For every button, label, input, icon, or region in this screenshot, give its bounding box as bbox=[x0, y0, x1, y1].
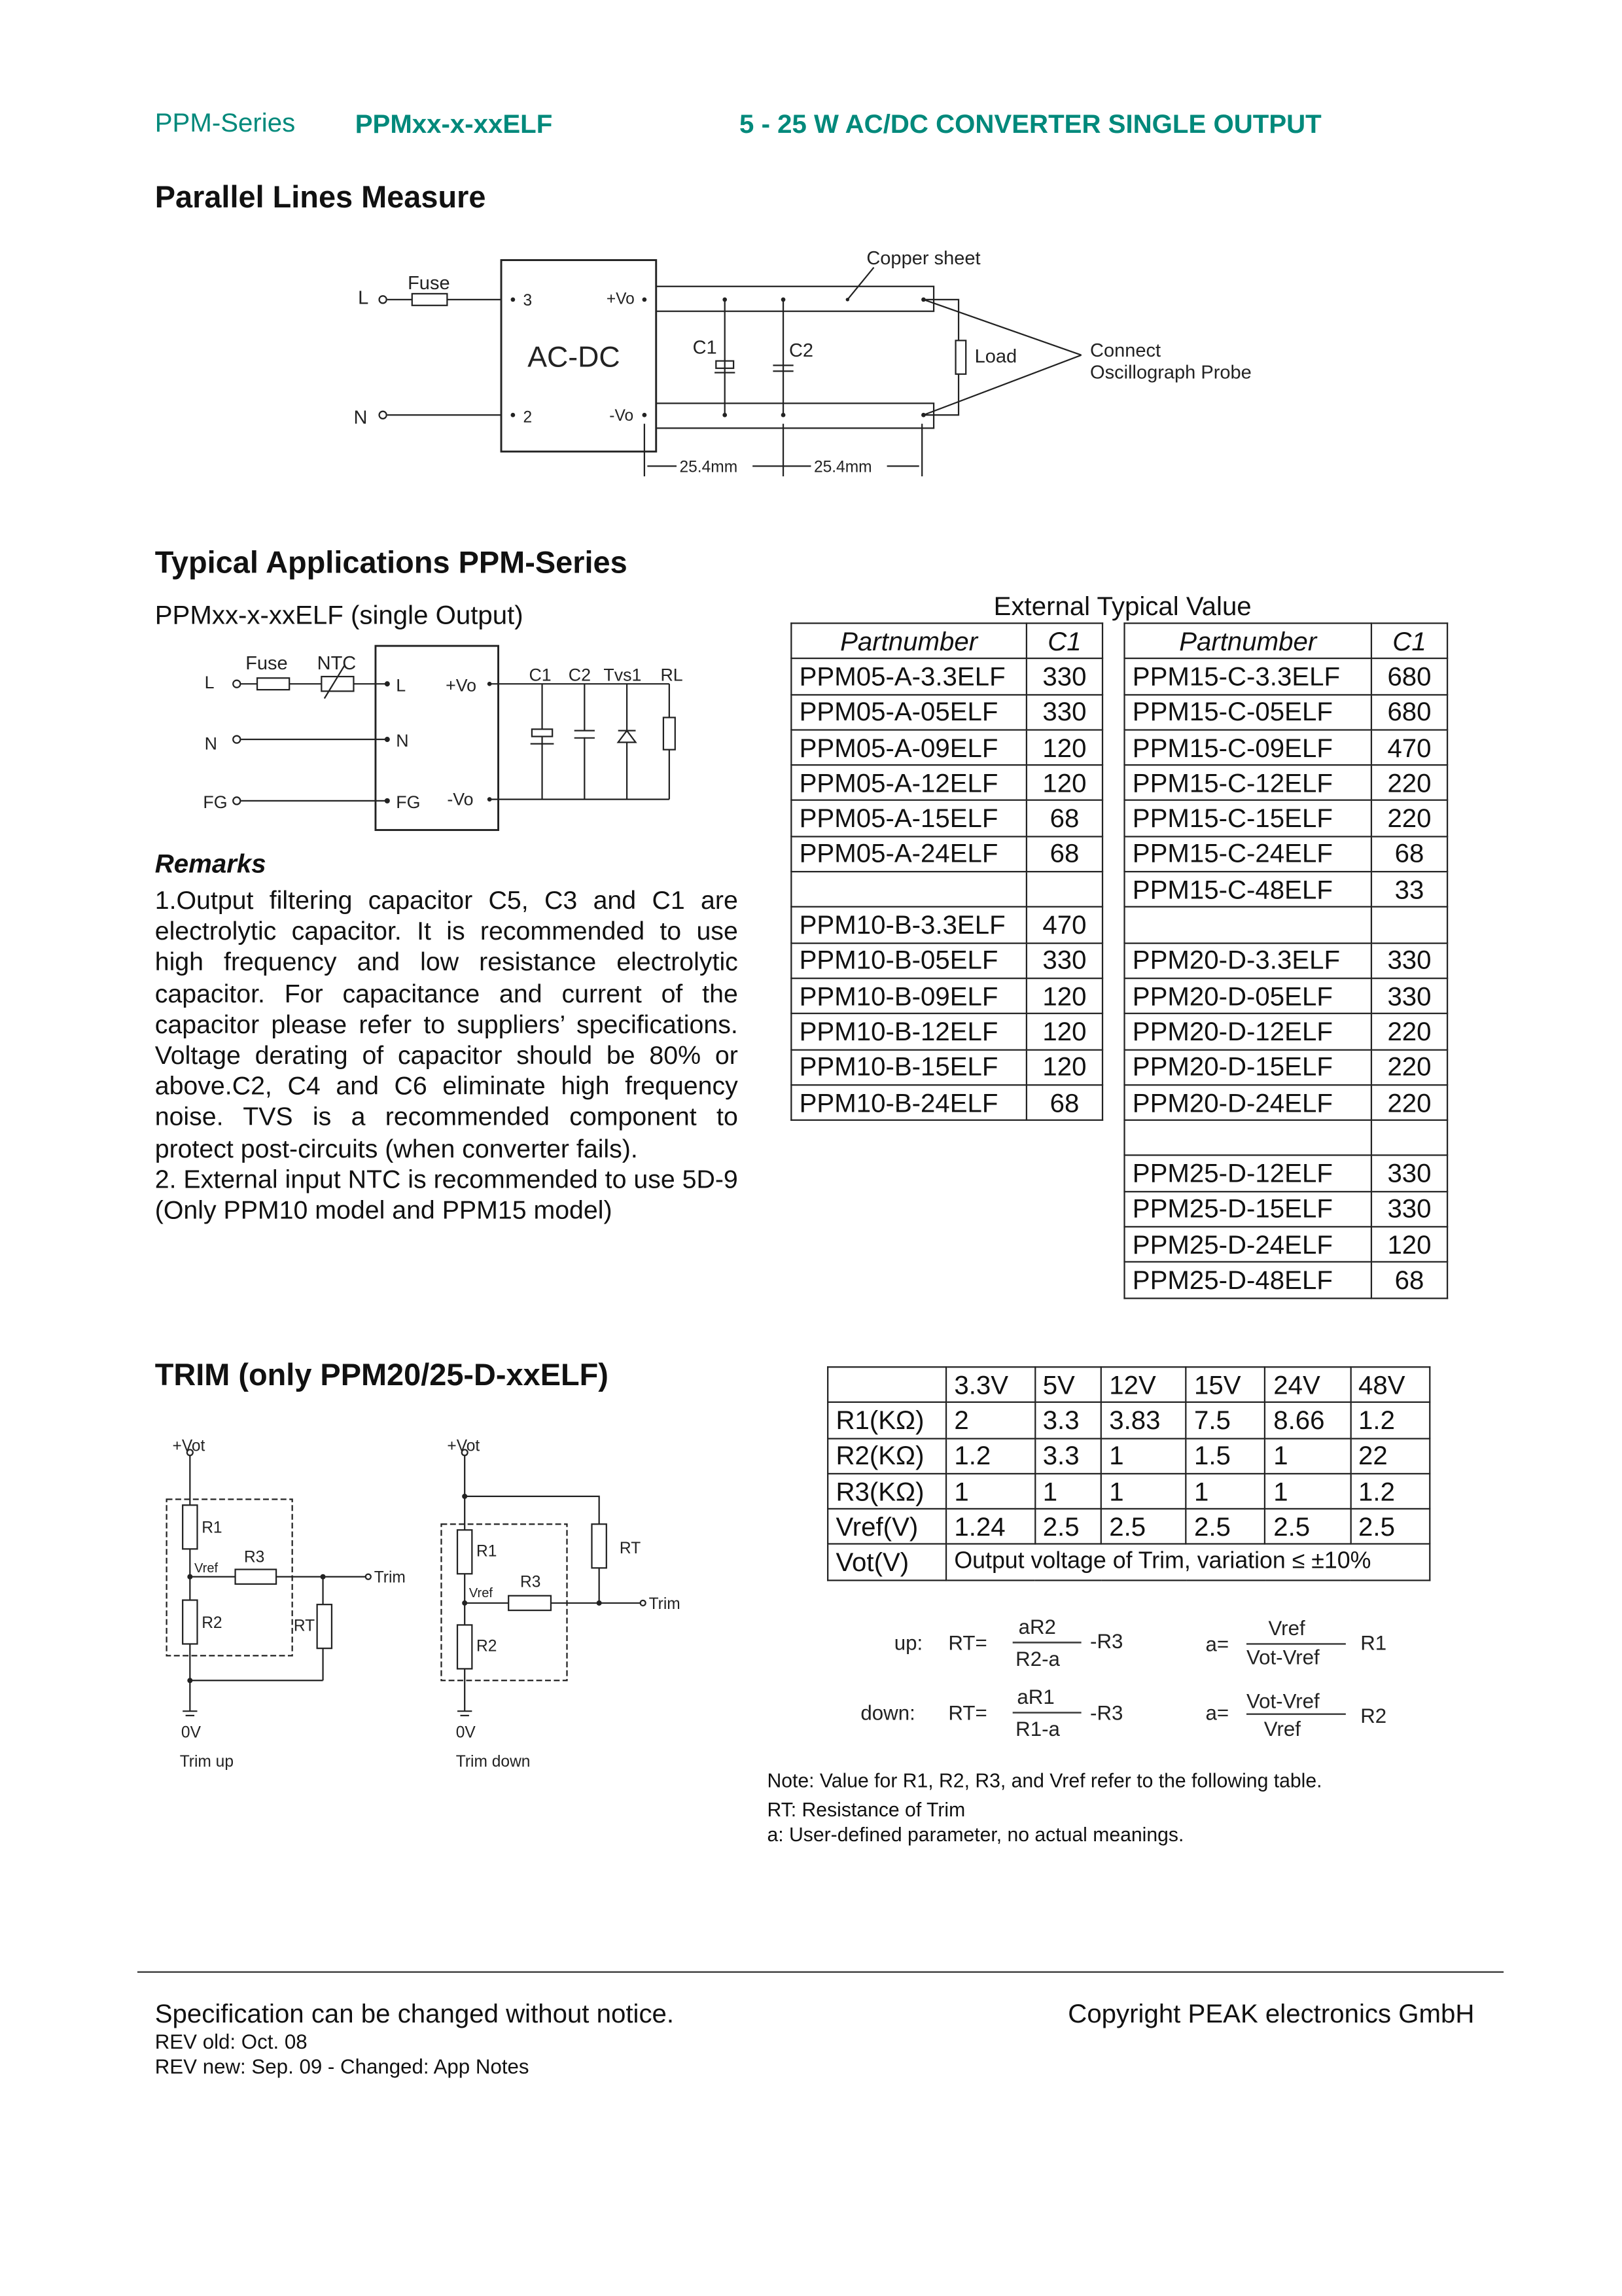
col-header: 24V bbox=[1265, 1367, 1350, 1402]
label-ntc: NTC bbox=[317, 652, 357, 674]
cell-value: 8.66 bbox=[1265, 1403, 1350, 1438]
label-N: N bbox=[353, 407, 368, 429]
col-partnumber: Partnumber bbox=[791, 624, 1027, 659]
partnumber: PPM25-D-24ELF bbox=[1125, 1227, 1371, 1262]
formula-down-den: R1-a bbox=[1015, 1718, 1060, 1741]
formula-down-label: down: bbox=[860, 1701, 915, 1725]
formula-minus-r3: -R3 bbox=[1090, 1630, 1123, 1653]
cell-value: 2.5 bbox=[1265, 1509, 1350, 1544]
label-pin3: 3 bbox=[523, 291, 533, 309]
trim-heading: TRIM (only PPM20/25-D-xxELF) bbox=[154, 1358, 608, 1393]
partnumber: PPM10-B-09ELF bbox=[791, 978, 1027, 1014]
partnumber: PPM05-A-12ELF bbox=[791, 766, 1027, 801]
table-row bbox=[791, 908, 1102, 943]
footer-divider bbox=[137, 1971, 1504, 1973]
cell-value: 1.2 bbox=[1350, 1474, 1430, 1509]
c1-value: 330 bbox=[1027, 943, 1102, 978]
table-row bbox=[791, 730, 1102, 765]
cell-value: 3.3 bbox=[1034, 1403, 1101, 1438]
table-row bbox=[828, 1438, 1430, 1474]
c1-value: 120 bbox=[1027, 978, 1102, 1014]
label-L: L bbox=[358, 287, 369, 309]
partnumber: PPM15-C-09ELF bbox=[1125, 730, 1371, 765]
table-row bbox=[1125, 1050, 1448, 1085]
trim-note-1: Note: Value for R1, R2, R3, and Vref refer to the following table. bbox=[767, 1769, 1322, 1792]
label-pin-L: L bbox=[396, 675, 406, 696]
label-dim1: 25.4mm bbox=[679, 458, 738, 476]
partnumber: PPM10-B-15ELF bbox=[791, 1050, 1027, 1085]
col-header: 48V bbox=[1350, 1367, 1430, 1402]
table-row bbox=[791, 1085, 1102, 1120]
formula-a-down-num: Vot-Vref bbox=[1246, 1689, 1320, 1713]
partnumber: PPM20-D-05ELF bbox=[1125, 978, 1371, 1014]
formula-up-num: aR2 bbox=[1018, 1615, 1056, 1638]
label-fuse: Fuse bbox=[245, 652, 288, 674]
formula-a-up-den: Vot-Vref bbox=[1246, 1646, 1320, 1669]
table-row bbox=[1125, 1192, 1448, 1227]
label-rt: RT bbox=[619, 1539, 641, 1557]
table-row bbox=[1125, 872, 1448, 907]
c1-value: 120 bbox=[1027, 1050, 1102, 1085]
label-r3: R3 bbox=[243, 1548, 265, 1566]
c1-value: 33 bbox=[1371, 872, 1447, 907]
formula-rt: RT= bbox=[948, 1631, 987, 1655]
partnumber: PPM25-D-15ELF bbox=[1125, 1192, 1371, 1227]
table-row bbox=[1125, 1085, 1448, 1120]
partnumber bbox=[1125, 908, 1371, 943]
caption-trim-down: Trim down bbox=[455, 1753, 531, 1771]
table-row bbox=[1125, 1227, 1448, 1262]
label-pin2: 2 bbox=[523, 408, 533, 427]
footer-rev-new: REV new: Sep. 09 - Changed: App Notes bbox=[154, 2055, 529, 2078]
table-row bbox=[1125, 943, 1448, 978]
trim-formulas bbox=[819, 1600, 1432, 1761]
label-rl: RL bbox=[660, 665, 683, 685]
partnumber bbox=[1125, 1120, 1371, 1156]
cell-value: 1 bbox=[1265, 1438, 1350, 1474]
partnumber: PPM05-A-05ELF bbox=[791, 694, 1027, 730]
label-c2: C2 bbox=[788, 340, 814, 361]
row-label: R1(KΩ) bbox=[828, 1403, 946, 1438]
table-row bbox=[791, 694, 1102, 730]
partnumber: PPM10-B-05ELF bbox=[791, 943, 1027, 978]
table-row bbox=[791, 836, 1102, 872]
col-header: 5V bbox=[1034, 1367, 1101, 1402]
cell-value: 22 bbox=[1350, 1438, 1430, 1474]
label-vo-minus: -Vo bbox=[609, 407, 634, 425]
c1-value: 330 bbox=[1371, 978, 1447, 1014]
label-r3: R3 bbox=[520, 1573, 541, 1591]
col-header: 3.3V bbox=[946, 1367, 1034, 1402]
row-label: Vot(V) bbox=[828, 1545, 946, 1580]
label-fuse: Fuse bbox=[408, 273, 450, 294]
c1-value: 330 bbox=[1371, 943, 1447, 978]
cell-value: 2.5 bbox=[1186, 1509, 1265, 1544]
typical-heading: Typical Applications PPM-Series bbox=[154, 546, 627, 580]
cell-value: 1.24 bbox=[946, 1509, 1034, 1544]
formula-a-down-den: Vref bbox=[1263, 1718, 1301, 1741]
label-copper: Copper sheet bbox=[866, 248, 981, 270]
table-row bbox=[828, 1403, 1430, 1438]
label-r2: R2 bbox=[202, 1614, 222, 1632]
cell-value: 2.5 bbox=[1101, 1509, 1186, 1544]
label-vref: Vref bbox=[194, 1561, 219, 1576]
table-row bbox=[1125, 978, 1448, 1014]
c1-value: 330 bbox=[1027, 694, 1102, 730]
cell-value: 1.2 bbox=[1350, 1403, 1430, 1438]
c1-value: 68 bbox=[1027, 801, 1102, 836]
label-c1: C1 bbox=[692, 337, 717, 359]
c1-value: 68 bbox=[1371, 836, 1447, 872]
partnumber: PPM15-C-48ELF bbox=[1125, 872, 1371, 907]
label-c1: C1 bbox=[529, 665, 552, 685]
label-c2: C2 bbox=[568, 665, 591, 685]
partnumber: PPM15-C-15ELF bbox=[1125, 801, 1371, 836]
c1-value: 220 bbox=[1371, 1085, 1447, 1120]
label-trim: Trim bbox=[648, 1595, 680, 1613]
formula-down-num: aR1 bbox=[1017, 1686, 1055, 1709]
vot-description: Output voltage of Trim, variation ≤ ±10% bbox=[946, 1545, 1430, 1580]
formula-a-down-r: R2 bbox=[1360, 1704, 1387, 1728]
label-probe2: Oscillograph Probe bbox=[1090, 362, 1252, 383]
row-label: R2(KΩ) bbox=[828, 1438, 946, 1474]
table-row bbox=[791, 872, 1102, 907]
cell-value: 2.5 bbox=[1034, 1509, 1101, 1544]
cell-value: 3.3 bbox=[1034, 1438, 1101, 1474]
ext-table-left bbox=[790, 622, 1103, 1121]
header-title: 5 - 25 W AC/DC CONVERTER SINGLE OUTPUT bbox=[739, 109, 1322, 139]
c1-value: 330 bbox=[1027, 659, 1102, 694]
label-rt: RT bbox=[293, 1617, 315, 1635]
label-pin-FG: FG bbox=[396, 792, 421, 813]
cell-value: 1 bbox=[946, 1474, 1034, 1509]
partnumber: PPM20-D-3.3ELF bbox=[1125, 943, 1371, 978]
typical-application-diagram bbox=[0, 628, 760, 847]
partnumber: PPM25-D-48ELF bbox=[1125, 1262, 1371, 1298]
remark-1: 1.Output filtering capacitor C5, C3 and C1 are electrolytic capacitor. It is recommended to use high frequency and low resistance electrolytic capacitor. For capacitance and current of the capacitor please refer to suppliers’ specifications. Voltage derating of capacitor should be 80% or above.C2, C4 and C6 eliminate high frequency noise. TVS is a recommended component to protect post-circuits (when converter fails). bbox=[154, 885, 738, 1163]
partnumber: PPM10-B-12ELF bbox=[791, 1014, 1027, 1049]
table-row bbox=[1125, 908, 1448, 943]
partnumber: PPM10-B-3.3ELF bbox=[791, 908, 1027, 943]
parallel-lines-diagram bbox=[0, 0, 1622, 497]
label-0v: 0V bbox=[181, 1723, 201, 1742]
cell-value: 1 bbox=[1034, 1474, 1101, 1509]
partnumber: PPM10-B-24ELF bbox=[791, 1085, 1027, 1120]
label-0v: 0V bbox=[455, 1723, 476, 1742]
label-trim: Trim bbox=[374, 1568, 406, 1587]
label-vot: +Vot bbox=[172, 1437, 205, 1455]
label-vo-plus: +Vo bbox=[446, 675, 477, 696]
label-FG: FG bbox=[203, 792, 228, 813]
col-header bbox=[828, 1367, 946, 1402]
partnumber: PPM20-D-15ELF bbox=[1125, 1050, 1371, 1085]
ext-table-title: External Typical Value bbox=[993, 592, 1252, 622]
col-header: 12V bbox=[1101, 1367, 1186, 1402]
col-c1: C1 bbox=[1027, 624, 1102, 659]
cell-value: 1 bbox=[1265, 1474, 1350, 1509]
formula-a-eq: a= bbox=[1205, 1701, 1229, 1725]
c1-value: 470 bbox=[1027, 908, 1102, 943]
label-N: N bbox=[204, 733, 218, 754]
table-row bbox=[1125, 694, 1448, 730]
label-load: Load bbox=[974, 345, 1017, 367]
table-header-row bbox=[828, 1367, 1430, 1402]
table-row bbox=[1125, 1156, 1448, 1191]
label-pin-N: N bbox=[396, 731, 409, 751]
trim-note-2: RT: Resistance of Trim bbox=[767, 1799, 966, 1821]
typical-subheading: PPMxx-x-xxELF (single Output) bbox=[154, 600, 523, 630]
col-header: 15V bbox=[1186, 1367, 1265, 1402]
c1-value: 680 bbox=[1371, 659, 1447, 694]
c1-value: 68 bbox=[1371, 1262, 1447, 1298]
table-row bbox=[1125, 1262, 1448, 1298]
trim-table bbox=[827, 1366, 1430, 1581]
cell-value: 1.5 bbox=[1186, 1438, 1265, 1474]
parallel-heading: Parallel Lines Measure bbox=[154, 181, 486, 215]
cell-value: 1 bbox=[1101, 1474, 1186, 1509]
label-vo-plus: +Vo bbox=[606, 290, 635, 308]
label-L: L bbox=[204, 672, 215, 692]
header-series: PPM-Series bbox=[154, 108, 296, 137]
label-tvs: Tvs1 bbox=[603, 665, 642, 685]
label-probe1: Connect bbox=[1090, 340, 1161, 361]
c1-value: 220 bbox=[1371, 801, 1447, 836]
c1-value: 330 bbox=[1371, 1192, 1447, 1227]
partnumber: PPM15-C-24ELF bbox=[1125, 836, 1371, 872]
label-module: AC-DC bbox=[527, 341, 620, 374]
table-row bbox=[791, 1050, 1102, 1085]
label-r1: R1 bbox=[476, 1542, 497, 1561]
c1-value: 680 bbox=[1371, 694, 1447, 730]
label-vot: +Vot bbox=[447, 1437, 480, 1455]
c1-value: 68 bbox=[1027, 1085, 1102, 1120]
table-row bbox=[791, 1014, 1102, 1049]
cell-value: 2.5 bbox=[1350, 1509, 1430, 1544]
formula-up-den: R2-a bbox=[1015, 1647, 1060, 1670]
table-row bbox=[1125, 1014, 1448, 1049]
formula-a-up-num: Vref bbox=[1268, 1617, 1305, 1640]
cell-value: 1 bbox=[1101, 1438, 1186, 1474]
table-row bbox=[791, 978, 1102, 1014]
remarks-title: Remarks bbox=[154, 849, 266, 879]
cell-value: 1 bbox=[1186, 1474, 1265, 1509]
label-vref: Vref bbox=[468, 1585, 493, 1600]
table-row bbox=[1125, 836, 1448, 872]
row-label: Vref(V) bbox=[828, 1509, 946, 1544]
partnumber: PPM05-A-24ELF bbox=[791, 836, 1027, 872]
c1-value: 220 bbox=[1371, 1014, 1447, 1049]
table-row bbox=[1125, 1120, 1448, 1156]
table-row bbox=[791, 766, 1102, 801]
footer-rev-old: REV old: Oct. 08 bbox=[154, 2030, 308, 2053]
partnumber: PPM05-A-3.3ELF bbox=[791, 659, 1027, 694]
cell-value: 7.5 bbox=[1186, 1403, 1265, 1438]
col-partnumber: Partnumber bbox=[1125, 624, 1371, 659]
c1-value: 120 bbox=[1027, 766, 1102, 801]
partnumber: PPM20-D-24ELF bbox=[1125, 1085, 1371, 1120]
remarks-text bbox=[155, 885, 738, 1226]
trim-circuits bbox=[0, 1424, 760, 1790]
formula-a-eq: a= bbox=[1205, 1633, 1229, 1656]
partnumber: PPM05-A-15ELF bbox=[791, 801, 1027, 836]
table-row bbox=[828, 1474, 1430, 1509]
col-c1: C1 bbox=[1371, 624, 1447, 659]
table-row bbox=[1125, 766, 1448, 801]
c1-value: 120 bbox=[1371, 1227, 1447, 1262]
label-vo-minus: -Vo bbox=[447, 789, 474, 809]
table-row bbox=[1125, 801, 1448, 836]
formula-minus-r3: -R3 bbox=[1090, 1701, 1123, 1725]
header-model: PPMxx-x-xxELF bbox=[355, 109, 553, 139]
c1-value: 220 bbox=[1371, 766, 1447, 801]
table-row bbox=[1125, 730, 1448, 765]
c1-value bbox=[1371, 908, 1447, 943]
caption-trim-up: Trim up bbox=[179, 1753, 234, 1771]
c1-value: 120 bbox=[1027, 730, 1102, 765]
table-row bbox=[828, 1509, 1430, 1544]
cell-value: 1.2 bbox=[946, 1438, 1034, 1474]
table-row bbox=[791, 801, 1102, 836]
c1-value: 330 bbox=[1371, 1156, 1447, 1191]
formula-up-label: up: bbox=[894, 1631, 923, 1655]
footer-spec: Specification can be changed without notice. bbox=[154, 1999, 675, 2028]
label-r1: R1 bbox=[202, 1519, 222, 1537]
partnumber: PPM05-A-09ELF bbox=[791, 730, 1027, 765]
c1-value bbox=[1371, 1120, 1447, 1156]
partnumber: PPM15-C-05ELF bbox=[1125, 694, 1371, 730]
cell-value: 2 bbox=[946, 1403, 1034, 1438]
label-r2: R2 bbox=[476, 1637, 497, 1655]
footer-copyright: Copyright PEAK electronics GmbH bbox=[1068, 1999, 1475, 2028]
c1-value: 68 bbox=[1027, 836, 1102, 872]
remark-2: 2. External input NTC is recommended to use 5D-9 (Only PPM10 model and PPM15 model) bbox=[154, 1164, 738, 1225]
table-row bbox=[791, 659, 1102, 694]
c1-value: 120 bbox=[1027, 1014, 1102, 1049]
label-dim2: 25.4mm bbox=[813, 458, 872, 476]
partnumber: PPM25-D-12ELF bbox=[1125, 1156, 1371, 1191]
cell-value: 3.83 bbox=[1101, 1403, 1186, 1438]
partnumber: PPM20-D-12ELF bbox=[1125, 1014, 1371, 1049]
ext-table-right bbox=[1123, 622, 1448, 1298]
trim-note-3: a: User-defined parameter, no actual meanings. bbox=[767, 1824, 1184, 1846]
formula-a-up-r: R1 bbox=[1360, 1631, 1387, 1655]
table-row bbox=[828, 1545, 1430, 1580]
partnumber: PPM15-C-3.3ELF bbox=[1125, 659, 1371, 694]
table-row bbox=[791, 943, 1102, 978]
row-label: R3(KΩ) bbox=[828, 1474, 946, 1509]
c1-value: 470 bbox=[1371, 730, 1447, 765]
partnumber: PPM15-C-12ELF bbox=[1125, 766, 1371, 801]
c1-value bbox=[1027, 872, 1102, 907]
partnumber bbox=[791, 872, 1027, 907]
formula-rt: RT= bbox=[948, 1701, 987, 1725]
table-row bbox=[1125, 659, 1448, 694]
c1-value: 220 bbox=[1371, 1050, 1447, 1085]
